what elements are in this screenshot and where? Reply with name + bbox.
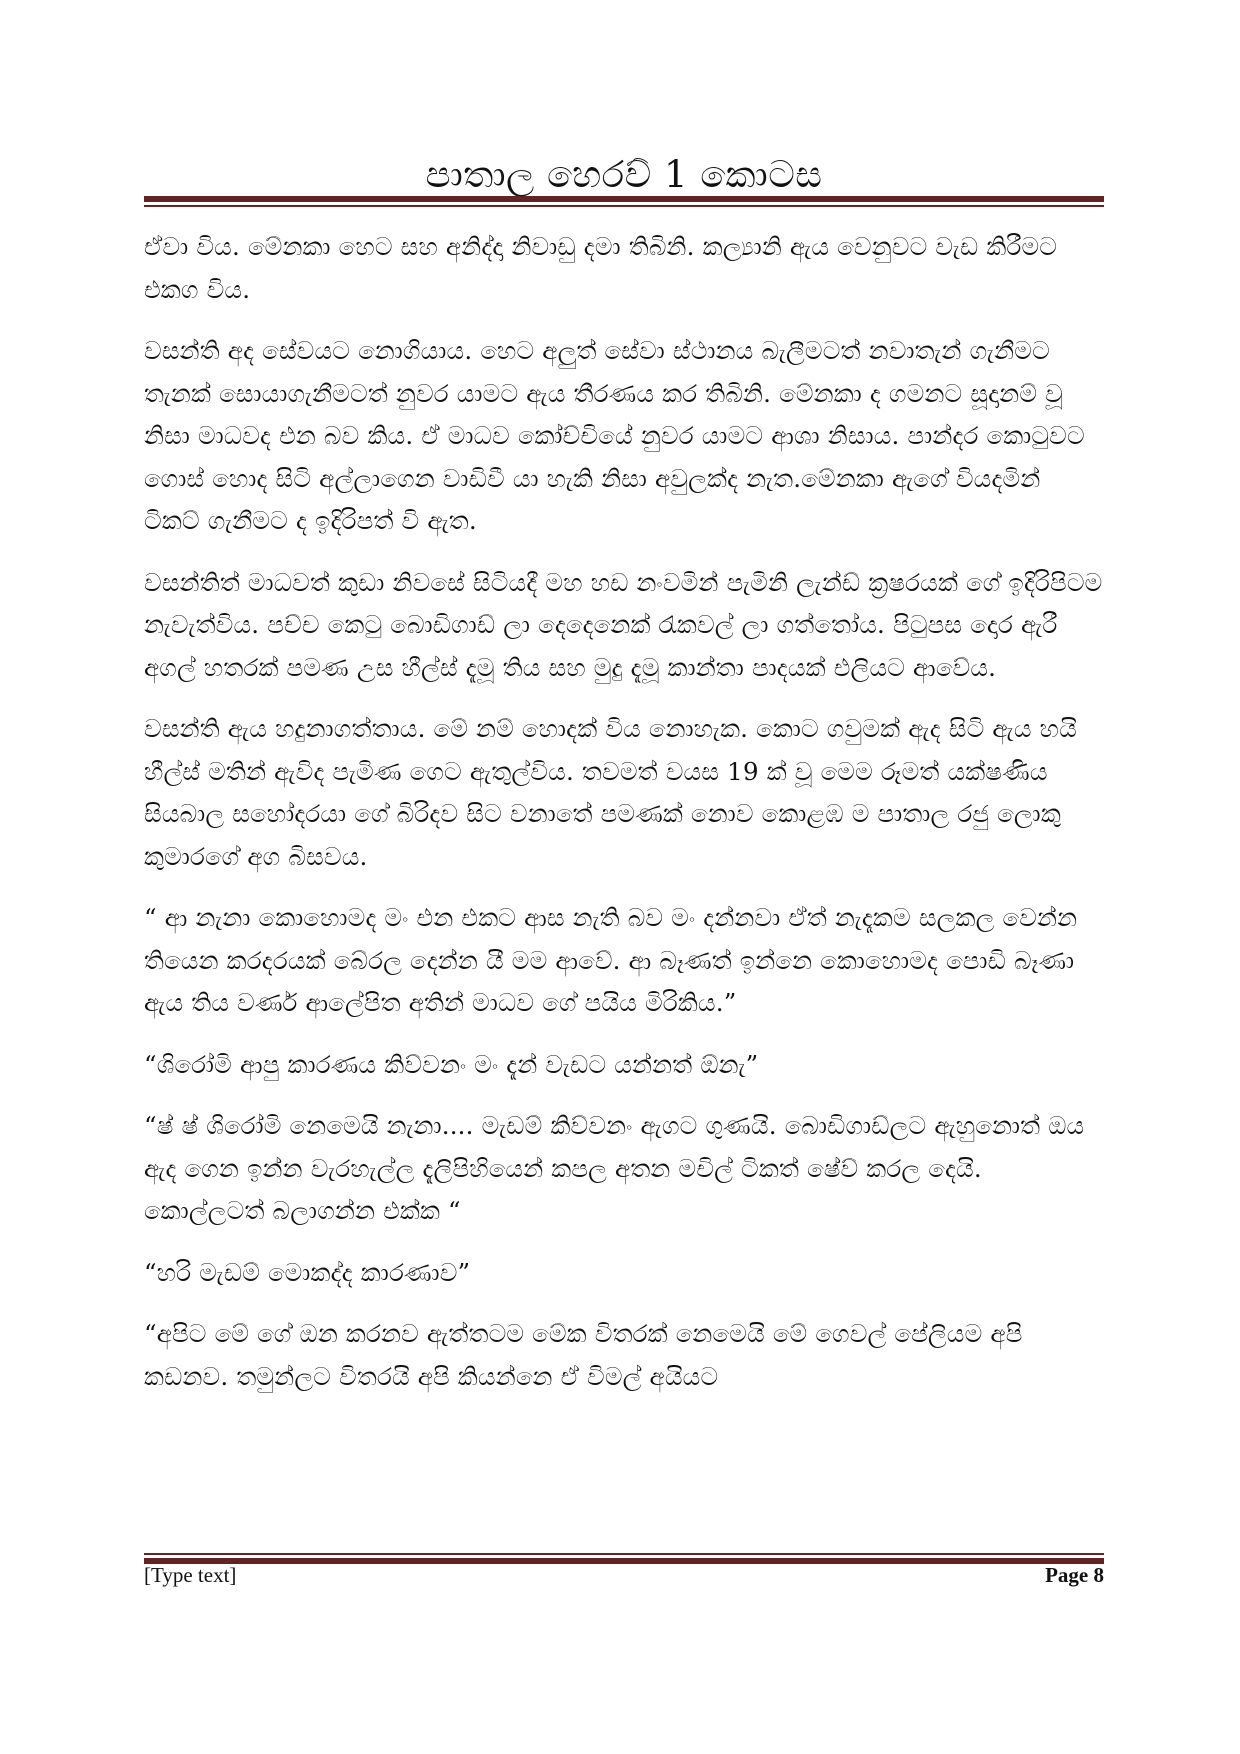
header-rule-thin <box>144 205 1104 207</box>
paragraph: වසන්ති අද සේවයට නොගියාය. හෙට අලුත් සේවා ස්ථානය බැලීමටත් නවාතැන් ගැනීමට තැනක් සොයාගැනීමටත් නුවර යාමට ඇය තීරණය කර තිබිනි. මේනකා ද ගමනට සූදානම් වූ නිසා මාධවද එන බව කිය. ඒ මාධව කෝච්චියේ නුවර යාමට ආශා නිසාය. පාන්දර කොටුවට ගොස් හොද සිටි අල්ලාගෙන වාඩිවී යා හැකි නිසා අවුලක්ද නැත.මේනකා ඇගේ වියදමින් ටිකට් ගැනීමට ද ඉදිරිපත් වි ඇත. <box>144 336 1085 535</box>
page-header-title: පාතාල හෙරව් 1 කොටස <box>425 153 823 196</box>
paragraph: “අපිට මේ ගේ ඔන කරනව ඇත්තටම මේක විතරක් නෙමෙයි මේ ගෙවල් පේලියම අපි කඩනව. තමුන්ලට විතරයි අපි කියන්නෙ ඒ විමල් අයියට <box>144 1319 1023 1391</box>
paragraph: වසන්තිත් මාධවත් කුඩා නිවසේ සිටියදී මහ හඩ නංවමින් පැමිනි ලැන්ඩ් ක්‍රෂරයක් ගේ ඉදිරිපිටම නැවැත්විය. පච්ච කෙටු බොඩිගාඩ් ලා දෙදෙනෙක් රැකවල් ලා ගත්තෝය. පිටුපස දොර ඇරී අගල් හතරක් පමණ උස හීල්ස් දැමූ තිය සහ මුදු දැමූ කාන්තා පාදයක් එලියට ආවේය. <box>144 567 1103 682</box>
footer-rule-thin <box>144 1553 1104 1555</box>
paragraph: “ ආ නැනා කොහොමද මං එන එකට ආස නැති බව මං දන්නවා ඒත් නැදෑකම සලකල වෙන්න තියෙන කරදරයක් බේරල දෙන්න යී මම ආවේ. ආ බෑණත් ඉන්නෙ කොහොමද පොඩි බෑණා ඇය තිය වර්ණ ආලේපිත අතින් මාධව ගේ පයිය මිරිකිය.” <box>144 903 1078 1017</box>
paragraph: ඒවා විය. මේනකා හෙට සහ අනිද්දා නිවාඩු දමා තිබිනි. කල්‍යානි ඇය වෙනුවට වැඩ කිරීමට එකග විය. <box>144 232 1058 304</box>
header-rule-thick <box>144 196 1104 202</box>
paragraph: “ශිරෝමි ආපු කාරණය කිව්වනං මං දැන් වැඩට යන්නත් ඕනැ” <box>144 1049 759 1079</box>
header-rule <box>144 196 1104 207</box>
footer-placeholder-text: [Type text] <box>144 1563 237 1587</box>
footer-rule-thick <box>144 1558 1104 1564</box>
paragraph: “හරි මැඩම් මොකද්ද කාරණාව” <box>144 1257 471 1287</box>
page-number: Page 8 <box>1045 1563 1104 1587</box>
paragraph: “ෂ් ෂ් ශිරෝමි නෙමෙයි නැනා.... මැඩම් කිව්වනං ඇගට ගුණයි. බොඩිගාඩ්ලට ඇහුනොත් ඔය ඇද ගෙන ඉන්න වැරහැල්ල දැලිපිහියෙන් කපල අතන මචිල් ටිකත් ෂේව් කරල දෙයි. කොල්ලටත් බලාගන්න එක්ක “ <box>144 1111 1085 1225</box>
footer-rule <box>144 1553 1104 1564</box>
body-text <box>144 226 1104 1417</box>
paragraph: වසන්ති ඇය හදුනාගත්තාය. මේ නම් හොදක් විය නොහැක. කොට ගවුමක් ඇද සිටි ඇය හයි හීල්ස් මතින් ඇවිද පැමිණ ගෙට ඇතුල්විය. තවමත් වයස 19 ක් වූ මෙම රූමත් යක්ෂණිය සියබාල සහෝදරයා ගේ බිරිදව සිට වනාතේ පමණක් නොව කොළඹ ම පාතාල රජු ලොකු කුමාරගේ අග බිසවය. <box>144 714 1077 871</box>
